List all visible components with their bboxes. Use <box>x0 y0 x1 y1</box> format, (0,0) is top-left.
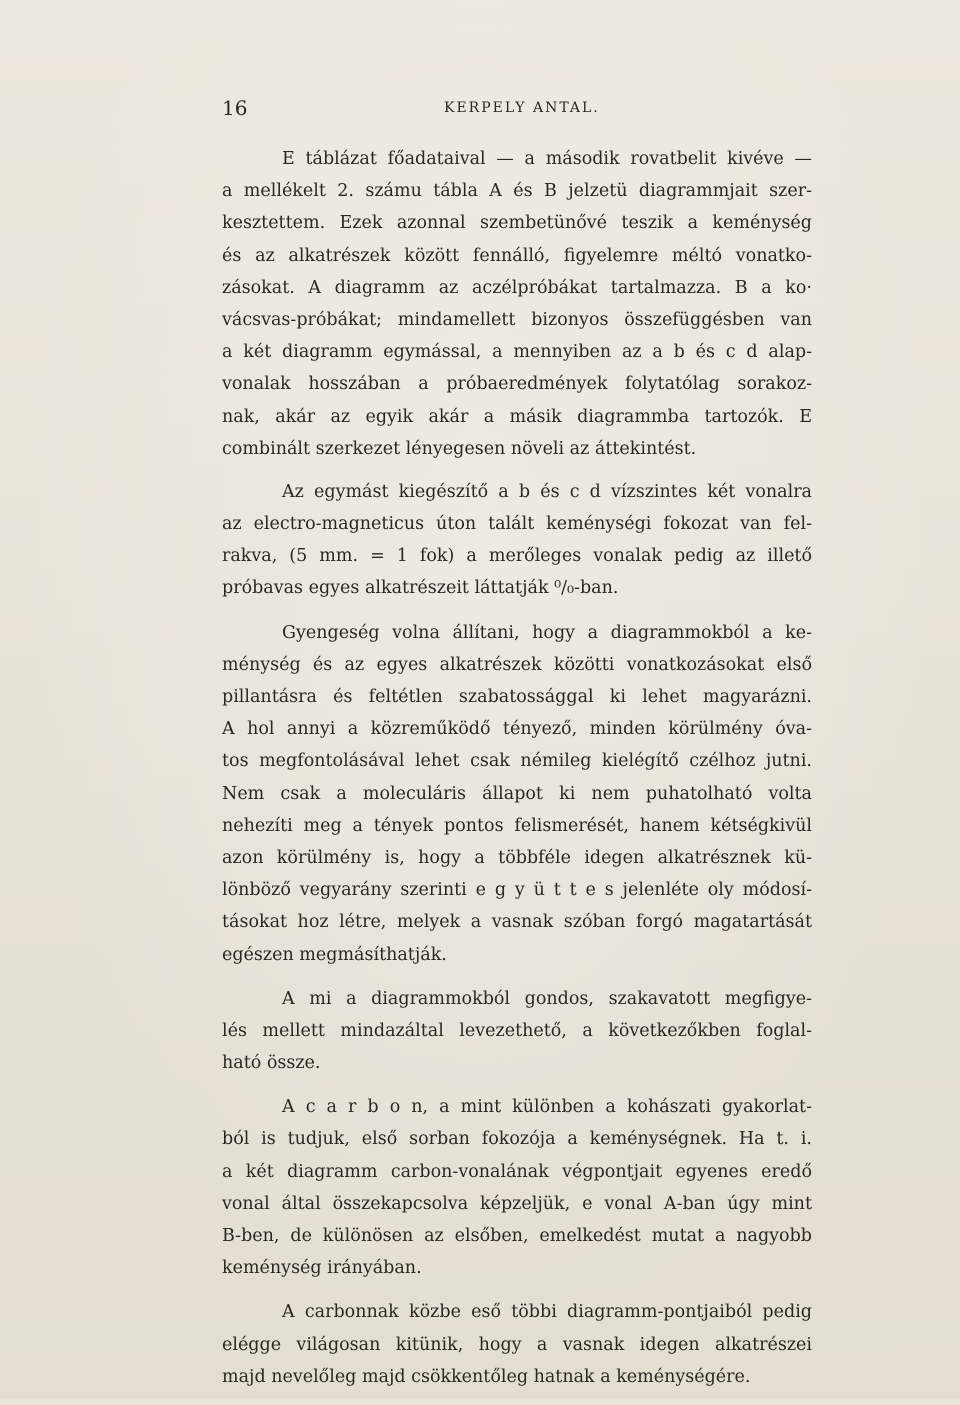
text-line: vonal által összekapcsolva képzeljük, e vonal A-ban úgy mint <box>222 1193 812 1214</box>
text-line: keménység irányában. <box>222 1258 422 1279</box>
text-line: rakva, (5 mm. = 1 fok) a merőleges vonalak pedig az illető <box>222 546 812 567</box>
paragraph-1 <box>222 143 812 465</box>
text-line: Az egymást kiegészítő a b és c d vízszintes két vonalra <box>282 481 812 502</box>
text-line: egészen megmásíthatják. <box>222 944 447 965</box>
text-line: az electro-magneticus úton talált keménységi fokozat van fel- <box>222 514 812 535</box>
text-line: a mellékelt 2. számu tábla A és B jelzetü diagrammjait szer- <box>222 181 812 202</box>
text-line: combinált szerkezet lényegesen növeli az áttekintést. <box>222 438 697 459</box>
text-line: a két diagramm carbon-vonalának végpontjait egyenes eredő <box>222 1161 812 1182</box>
text-line: pillantásra és feltétlen szabatossággal ki lehet magyarázni. <box>222 687 812 707</box>
text-line: E táblázat főadataival — a második rovatbelit kivéve — <box>282 149 812 169</box>
text-line: lönböző vegyarány szerinti e g y ü t t e s jelenléte oly módosí- <box>222 880 812 901</box>
text-line: ható össze. <box>222 1053 321 1074</box>
text-line: kesztettem. Ezek azonnal szembetünővé teszik a keménység <box>222 213 812 234</box>
text-line: azon körülmény is, hogy a többféle idegen alkatrésznek kü- <box>222 847 812 868</box>
text-line: Gyengeség volna állítani, hogy a diagrammokból a ke- <box>282 622 812 643</box>
page-number: 16 <box>222 96 248 120</box>
body-text <box>222 143 812 1405</box>
text-line: majd nevelőleg majd csökkentőleg hatnak a keménységére. <box>222 1366 751 1387</box>
text-line: vácsvas-próbákat; mindamellett bizonyos összefüggésben van <box>222 309 812 330</box>
text-line: és az alkatrészek között fennálló, figyelemre méltó vonatko- <box>222 245 812 266</box>
text-line: A c a r b o n, a mint különben a kohászati gyakorlat- <box>282 1097 812 1118</box>
text-line: Nem csak a moleculáris állapot ki nem puhatolható volta <box>222 783 812 804</box>
text-line: tos megfontolásával lehet csak némileg kielégítő czélhoz jutni. <box>222 751 812 772</box>
text-line: elégge világosan kitünik, hogy a vasnak idegen alkatrészei <box>222 1334 812 1355</box>
paragraph-4 <box>222 983 812 1080</box>
paragraph-5 <box>222 1091 812 1284</box>
text-line: próbavas egyes alkatrészeit láttatják ⁰/₀-ban. <box>222 578 619 599</box>
page-header <box>222 96 812 126</box>
text-line: A mi a diagrammokból gondos, szakavatott megfigye- <box>282 988 812 1009</box>
paragraph-2 <box>222 476 812 605</box>
text-line: ból is tudjuk, első sorban fokozója a keménységnek. Ha t. i. <box>222 1129 812 1150</box>
text-line: ménység és az egyes alkatrészek közötti vonatkozásokat első <box>222 654 812 675</box>
text-line: tásokat hoz létre, melyek a vasnak szóban forgó magatartását <box>222 912 812 933</box>
paragraph-6 <box>222 1296 812 1393</box>
text-line: a két diagramm egymással, a mennyiben az a b és c d alap- <box>222 342 812 363</box>
text-line: lés mellett mindazáltal levezethető, a következőkben foglal- <box>222 1020 812 1041</box>
text-line: A hol annyi a közreműködő tényező, minden körülmény óva- <box>222 719 812 740</box>
text-line: nehezíti meg a tények pontos felismerését, hanem kétségkivül <box>222 815 812 836</box>
text-line: zásokat. A diagramm az aczélpróbákat tartalmazza. B a ko· <box>222 277 812 298</box>
text-line: nak, akár az egyik akár a másik diagrammba tartozók. E <box>222 406 812 427</box>
paragraph-3 <box>222 617 812 971</box>
text-line: vonalak hosszában a próbaeredmények folytatólag sorakoz- <box>222 374 812 395</box>
running-head: KERPELY ANTAL. <box>444 100 600 116</box>
text-line: A carbonnak közbe eső többi diagramm-pontjaiból pedig <box>282 1302 812 1323</box>
text-line: B-ben, de különösen az elsőben, emelkedést mutat a nagyobb <box>222 1226 812 1246</box>
